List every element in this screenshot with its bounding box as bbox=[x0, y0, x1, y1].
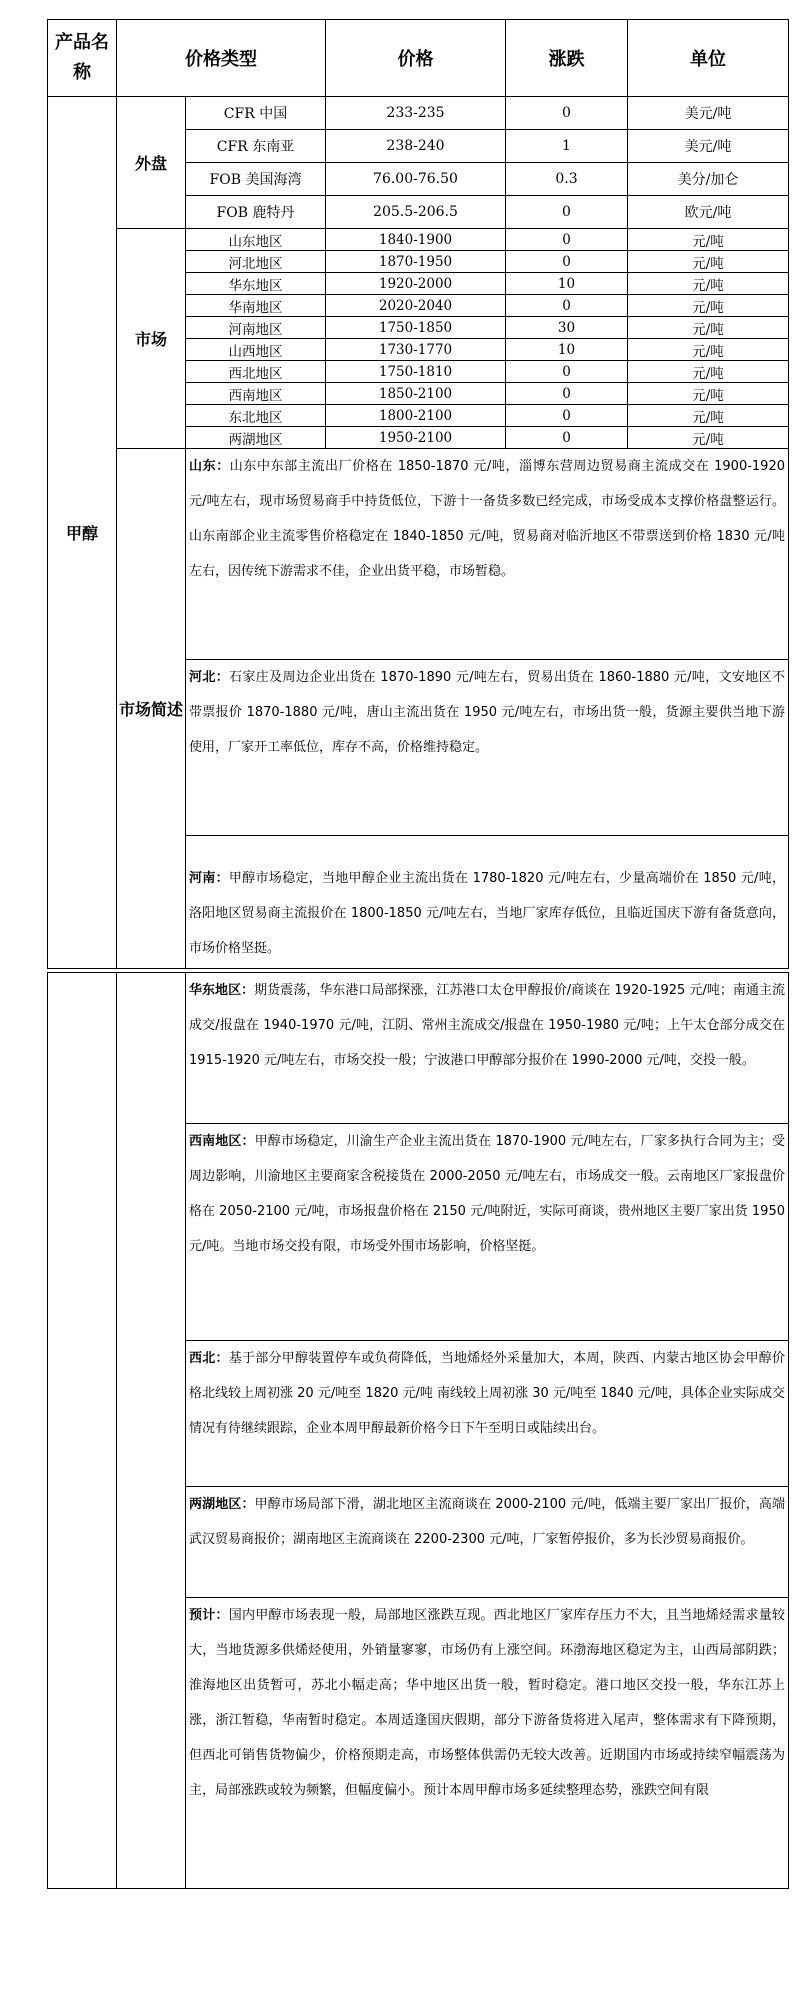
xinan-text: 甲醇市场稳定，川渝生产企业主流出货在 1870-1900 元/吨左右，厂家多执行合同为主；受周边影响，川渝地区主要商家含税接货在 2000-2050 元/吨左右，市场成交一般。云南地区厂家报盘价格在 2050-2100 元/吨，市场报盘价格在 2150 元/吨附近，实际可商谈，贵州地区主要厂家出货 1950 元/吨。当地市场交投有限，市场受外围市场影响，价格坚挺。 bbox=[189, 1134, 785, 1254]
market-unit: 元/吨 bbox=[628, 339, 789, 361]
overseas-type: FOB 美国海湾 bbox=[186, 163, 326, 196]
market-region: 山东地区 bbox=[186, 229, 326, 251]
market-price: 1840-1900 bbox=[326, 229, 506, 251]
market-region: 西南地区 bbox=[186, 383, 326, 405]
overseas-unit: 欧元/吨 bbox=[628, 196, 789, 229]
market-change: 30 bbox=[506, 317, 628, 339]
header-unit: 单位 bbox=[628, 20, 789, 97]
market-change: 10 bbox=[506, 273, 628, 295]
forecast-title: 预计： bbox=[189, 1608, 229, 1623]
xibei-title: 西北： bbox=[189, 1351, 229, 1366]
hebei-title: 河北： bbox=[189, 670, 230, 685]
market-change: 0 bbox=[506, 383, 628, 405]
shandong-text: 山东中东部主流出厂价格在 1850-1870 元/吨，淄博东营周边贸易商主流成交在 1900-1920 元/吨左右，现市场贸易商手中持货低位，下游十一备货多数已经完成，市场受成本支撑价格盘整运行。山东南部企业主流零售价格稳定在 1840-1850 元/吨，贸易商对临沂地区不带票送到价格 1830 元/吨左右，因传统下游需求不佳，企业出货平稳，市场暂稳。 bbox=[189, 459, 785, 579]
overseas-row bbox=[48, 97, 789, 130]
overseas-change: 1 bbox=[506, 130, 628, 163]
lower-row bbox=[48, 973, 789, 1124]
market-price: 1750-1850 bbox=[326, 317, 506, 339]
xinan-paragraph bbox=[186, 1124, 789, 1341]
market-price: 1800-2100 bbox=[326, 405, 506, 427]
price-report bbox=[47, 19, 788, 1889]
overseas-unit: 美元/吨 bbox=[628, 97, 789, 130]
overseas-change: 0 bbox=[506, 97, 628, 130]
xibei-paragraph bbox=[186, 1341, 789, 1487]
shandong-paragraph bbox=[186, 449, 789, 660]
header-row bbox=[48, 20, 789, 97]
lower-empty-cell bbox=[48, 973, 117, 1889]
market-price: 1950-2100 bbox=[326, 427, 506, 449]
henan-title: 河南： bbox=[189, 871, 229, 886]
lower-empty-cell bbox=[117, 973, 186, 1889]
overseas-change: 0 bbox=[506, 196, 628, 229]
summary-label: 市场简述 bbox=[117, 449, 186, 969]
market-unit: 元/吨 bbox=[628, 273, 789, 295]
xibei-text: 基于部分甲醇装置停车或负荷降低，当地烯烃外采量加大，本周，陕西、内蒙古地区协会甲醇价格北线较上周初涨 20 元/吨至 1820 元/吨 南线较上周初涨 30 元/吨至 1840 元/吨，具体企业实际成交情况有待继续跟踪，企业本周甲醇最新价格今日下午至明日或陆续出台。 bbox=[189, 1351, 785, 1436]
hebei-paragraph bbox=[186, 660, 789, 836]
market-label: 市场 bbox=[117, 229, 186, 449]
market-change: 0 bbox=[506, 251, 628, 273]
market-price: 1850-2100 bbox=[326, 383, 506, 405]
market-change: 10 bbox=[506, 339, 628, 361]
market-region: 东北地区 bbox=[186, 405, 326, 427]
market-region: 华南地区 bbox=[186, 295, 326, 317]
xinan-title: 西南地区： bbox=[189, 1134, 255, 1149]
overseas-unit: 美分/加仑 bbox=[628, 163, 789, 196]
shandong-title: 山东： bbox=[189, 459, 230, 474]
market-price: 1730-1770 bbox=[326, 339, 506, 361]
market-price: 1920-2000 bbox=[326, 273, 506, 295]
overseas-unit: 美元/吨 bbox=[628, 130, 789, 163]
market-region: 河南地区 bbox=[186, 317, 326, 339]
market-price: 1750-1810 bbox=[326, 361, 506, 383]
header-change: 涨跌 bbox=[506, 20, 628, 97]
market-change: 0 bbox=[506, 405, 628, 427]
header-product: 产品名称 bbox=[48, 20, 117, 97]
overseas-price: 233-235 bbox=[326, 97, 506, 130]
market-unit: 元/吨 bbox=[628, 361, 789, 383]
market-change: 0 bbox=[506, 295, 628, 317]
market-row bbox=[48, 229, 789, 251]
market-unit: 元/吨 bbox=[628, 317, 789, 339]
huadong-title: 华东地区： bbox=[189, 983, 255, 998]
market-unit: 元/吨 bbox=[628, 295, 789, 317]
market-region: 华东地区 bbox=[186, 273, 326, 295]
overseas-change: 0.3 bbox=[506, 163, 628, 196]
market-region: 西北地区 bbox=[186, 361, 326, 383]
market-price: 2020-2040 bbox=[326, 295, 506, 317]
market-region: 山西地区 bbox=[186, 339, 326, 361]
market-region: 河北地区 bbox=[186, 251, 326, 273]
summary-row bbox=[48, 449, 789, 660]
forecast-paragraph bbox=[186, 1598, 789, 1889]
market-unit: 元/吨 bbox=[628, 405, 789, 427]
lianghu-paragraph bbox=[186, 1487, 789, 1598]
market-change: 0 bbox=[506, 427, 628, 449]
forecast-text: 国内甲醇市场表现一般，局部地区涨跌互现。西北地区厂家库存压力不大，且当地烯烃需求量较大，当地货源多供烯烃使用，外销量寥寥，市场仍有上涨空间。环渤海地区稳定为主，山西局部阴跌；淮海地区出货暂可，苏北小幅走高；华中地区出货一般，暂时稳定。港口地区交投一般，华东江苏上涨，浙江暂稳，华南暂时稳定。本周适逢国庆假期，部分下游备货将进入尾声，整体需求有下降预期，但西北可销售货物偏少，价格预期走高，市场整体供需仍无较大改善。近期国内市场或持续窄幅震荡为主，局部涨跌或较为频繁，但幅度偏小。预计本周甲醇市场多延续整理态势，涨跌空间有限 bbox=[189, 1608, 785, 1798]
overseas-label: 外盘 bbox=[117, 97, 186, 229]
huadong-text: 期货震荡，华东港口局部探涨，江苏港口太仓甲醇报价/商谈在 1920-1925 元/吨；南通主流成交/报盘在 1940-1970 元/吨，江阴、常州主流成交/报盘在 1950-1980 元/吨；上午太仓部分成交在 1915-1920 元/吨左右，市场交投一般；宁波港口甲醇部分报价在 1990-2000 元/吨，交投一般。 bbox=[189, 983, 785, 1068]
market-region: 两湖地区 bbox=[186, 427, 326, 449]
header-price-type: 价格类型 bbox=[117, 20, 326, 97]
henan-text: 甲醇市场稳定，当地甲醇企业主流出货在 1780-1820 元/吨左右，少量高端价在 1850 元/吨，洛阳地区贸易商主流报价在 1800-1850 元/吨左右，当地厂家库存低位，且临近国庆下游有备货意向，市场价格坚挺。 bbox=[189, 871, 785, 956]
overseas-price: 205.5-206.5 bbox=[326, 196, 506, 229]
lianghu-text: 甲醇市场局部下滑，湖北地区主流商谈在 2000-2100 元/吨，低端主要厂家出厂报价，高端武汉贸易商报价；湖南地区主流商谈在 2200-2300 元/吨，厂家暂停报价，多为长沙贸易商报价。 bbox=[189, 1497, 785, 1547]
overseas-type: CFR 东南亚 bbox=[186, 130, 326, 163]
market-unit: 元/吨 bbox=[628, 427, 789, 449]
overseas-type: CFR 中国 bbox=[186, 97, 326, 130]
market-unit: 元/吨 bbox=[628, 383, 789, 405]
price-table bbox=[47, 19, 789, 1889]
market-unit: 元/吨 bbox=[628, 229, 789, 251]
overseas-type: FOB 鹿特丹 bbox=[186, 196, 326, 229]
lianghu-title: 两湖地区： bbox=[189, 1497, 255, 1512]
market-change: 0 bbox=[506, 361, 628, 383]
overseas-price: 238-240 bbox=[326, 130, 506, 163]
market-price: 1870-1950 bbox=[326, 251, 506, 273]
overseas-price: 76.00-76.50 bbox=[326, 163, 506, 196]
market-unit: 元/吨 bbox=[628, 251, 789, 273]
product-name: 甲醇 bbox=[48, 97, 117, 969]
henan-paragraph bbox=[186, 836, 789, 969]
market-change: 0 bbox=[506, 229, 628, 251]
huadong-paragraph bbox=[186, 973, 789, 1124]
header-price: 价格 bbox=[326, 20, 506, 97]
hebei-text: 石家庄及周边企业出货在 1870-1890 元/吨左右，贸易出货在 1860-1880 元/吨，文安地区不带票报价 1870-1880 元/吨，唐山主流出货在 1950 元/吨左右，市场出货一般，货源主要供当地下游使用，厂家开工率低位，库存不高，价格维持稳定。 bbox=[189, 670, 785, 755]
